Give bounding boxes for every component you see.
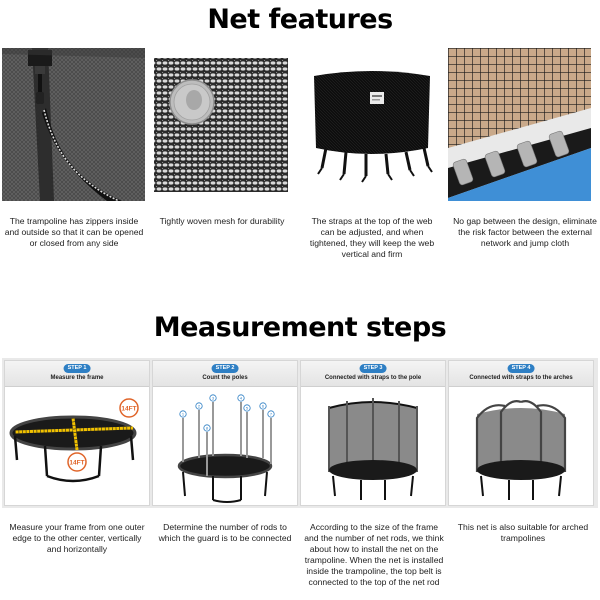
mesh-caption: Tightly woven mesh for durability — [159, 216, 285, 226]
step-4-panel — [448, 360, 594, 506]
straps-caption: The straps at the top of the web can be adjusted, and when tightened, they will keep the web vertical and firm — [309, 216, 435, 259]
step-1-header — [5, 361, 149, 387]
measurement-title: Measurement steps — [153, 312, 447, 343]
step-2-panel — [152, 360, 298, 506]
features-title: Net features — [207, 4, 393, 35]
size-tag-top: 14FT — [121, 405, 137, 413]
straps-photo — [300, 48, 443, 201]
step-4-header — [449, 361, 593, 387]
springs-photo — [448, 48, 591, 201]
step-2-label: Count the poles — [202, 375, 248, 381]
step-3-badge: STEP 3 — [360, 364, 387, 373]
step-2-header — [153, 361, 297, 387]
step-4-badge: STEP 4 — [508, 364, 535, 373]
step-1-panel — [4, 360, 150, 506]
step-3-header — [301, 361, 445, 387]
step-1-badge: STEP 1 — [64, 364, 91, 373]
pole-net-illustration — [301, 388, 445, 505]
pole-number-4: 4 — [239, 395, 243, 401]
step-3-panel — [300, 360, 446, 506]
mesh-photo — [150, 48, 293, 201]
step-4-caption: This net is also suitable for arched trampolines — [457, 522, 589, 543]
measure-frame-illustration — [5, 388, 149, 505]
step-2-caption: Determine the number of rods to which the guard is to be connected — [158, 522, 292, 543]
pole-number-2: 2 — [197, 403, 201, 409]
step-2-badge: STEP 2 — [212, 364, 239, 373]
step-4-label: Connected with straps to the arches — [469, 375, 573, 381]
step-3-caption: According to the size of the frame and the number of net rods, we think about how to install the net on the trampoline. When the net is installed inside the trampoline, the top belt is connected to the top of the net rod — [304, 522, 444, 587]
gap-caption: No gap between the design, eliminate the risk factor between the external network and jump cloth — [453, 216, 597, 248]
size-tag-bottom: 14FT — [69, 459, 85, 467]
arch-net-illustration — [449, 388, 593, 505]
pole-number-5: 5 — [245, 405, 249, 411]
zipper-caption: The trampoline has zippers inside and outside so that it can be opened or closed from any side — [4, 216, 144, 248]
step-3-label: Connected with straps to the pole — [324, 375, 422, 381]
count-poles-illustration — [153, 388, 297, 505]
pole-number-3: 3 — [211, 395, 215, 401]
zipper-photo — [2, 48, 145, 201]
pole-number-1: 1 — [181, 411, 185, 417]
pole-number-6: 6 — [261, 403, 265, 409]
pole-number-7: 7 — [269, 411, 273, 417]
step-1-label: Measure the frame — [50, 375, 104, 381]
pole-number-8: 8 — [205, 425, 209, 431]
step-1-caption: Measure your frame from one outer edge to the other center, vertically and horizontally — [9, 522, 145, 554]
